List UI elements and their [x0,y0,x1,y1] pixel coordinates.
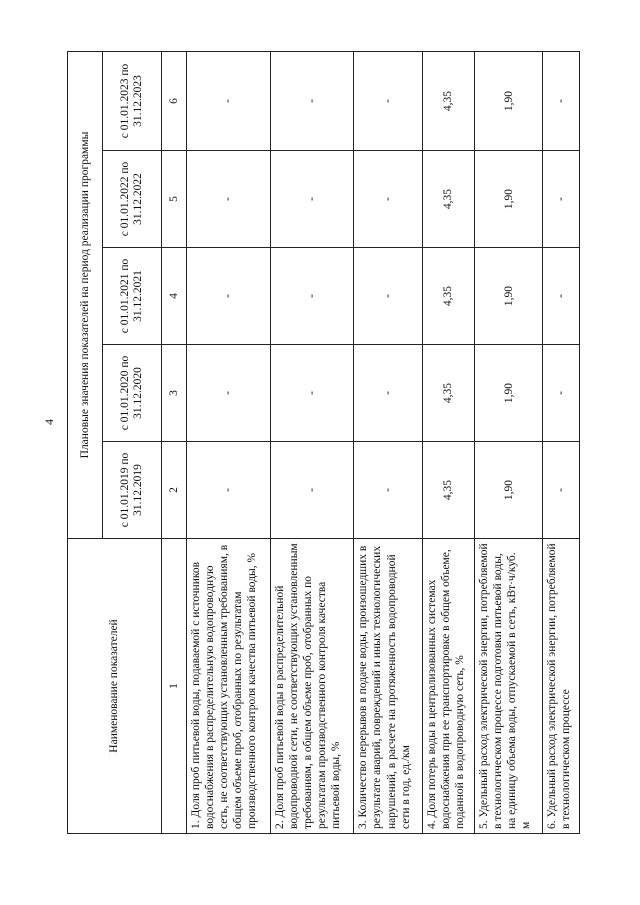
indicator-value: - [354,151,422,248]
indicator-value: 1,90 [475,248,543,345]
indicator-name: 6. Удельный расход электрической энергии, потребляемой в технологическом процессе [543,539,580,834]
column-number: 6 [162,52,187,151]
indicator-value: - [270,52,354,151]
indicators-table [67,51,580,834]
table-row [270,52,354,834]
indicator-value: 1,90 [475,442,543,539]
column-number: 3 [162,345,187,442]
indicator-value: - [187,345,271,442]
table-row [187,52,271,834]
header-plan-values: Плановые значения показателей на период реализации программы [68,52,103,539]
indicator-value: - [354,52,422,151]
indicator-value: 4,35 [422,151,474,248]
indicator-value: 1,90 [475,151,543,248]
indicator-value: - [543,442,580,539]
column-number: 2 [162,442,187,539]
indicator-value: 4,35 [422,345,474,442]
indicator-value: - [543,52,580,151]
column-number: 5 [162,151,187,248]
table-stage [67,52,580,834]
page-number: 4 [42,419,56,425]
indicator-value: 4,35 [422,442,474,539]
indicator-value: - [270,248,354,345]
indicator-value: 1,90 [475,345,543,442]
indicator-value: - [543,248,580,345]
column-number-row [162,52,187,834]
period-2021: с 01.01.2021 по 31.12.2021 [103,248,162,345]
indicator-value: 4,35 [422,52,474,151]
table-row [475,52,543,834]
indicator-value: - [354,345,422,442]
period-2022: с 01.01.2022 по 31.12.2022 [103,151,162,248]
indicator-value: - [187,52,271,151]
header-indicator-names: Наименование показателей [68,539,162,834]
indicator-value: - [354,248,422,345]
table-row [543,52,580,834]
column-number: 4 [162,248,187,345]
indicator-value: - [270,345,354,442]
period-2019: с 01.01.2019 по 31.12.2019 [103,442,162,539]
indicator-value: - [187,151,271,248]
indicator-value: - [187,442,271,539]
indicator-value: - [187,248,271,345]
indicator-name: 4. Доля потерь воды в централизованных системах водоснабжения при ее транспортировке в общем объеме, поданной в водопроводную сеть, % [422,539,474,834]
indicator-value: - [354,442,422,539]
column-number: 1 [162,539,187,834]
indicator-value: - [270,151,354,248]
period-2020: с 01.01.2020 по 31.12.2020 [103,345,162,442]
indicator-value: 1,90 [475,52,543,151]
table-row [354,52,422,834]
indicator-value: 4,35 [422,248,474,345]
period-2023: с 01.01.2023 по 31.12.2023 [103,52,162,151]
indicator-name: 5. Удельный расход электрической энергии, потребляемой в технологическом процессе подготовки питьевой воды, на единицу объема воды, отпускаемой в сеть, кВт·ч/куб. м [475,539,543,834]
indicator-value: - [270,442,354,539]
indicator-value: - [543,345,580,442]
indicator-name: 2. Доля проб питьевой воды в распределительной водопроводной сети, не соответствующих установленным требованиям, в общем объеме проб, отобранных по результатам производственного контроля качества питьевой воды, % [270,539,354,834]
table-row [422,52,474,834]
indicator-name: 1. Доля проб питьевой воды, подаваемой с источников водоснабжения в распределительную водопроводную сеть, не соответствующих установленным требованиям, в общем объеме проб, отобранных по результатам производственного контроля качества питьевой воды, % [187,539,271,834]
indicator-name: 3. Количество перерывов в подаче воды, произошедших в результате аварий, повреждений и иных технологических нарушений, в расчете на протяженность водопроводной сети в год, ед./км [354,539,422,834]
indicator-value: - [543,151,580,248]
